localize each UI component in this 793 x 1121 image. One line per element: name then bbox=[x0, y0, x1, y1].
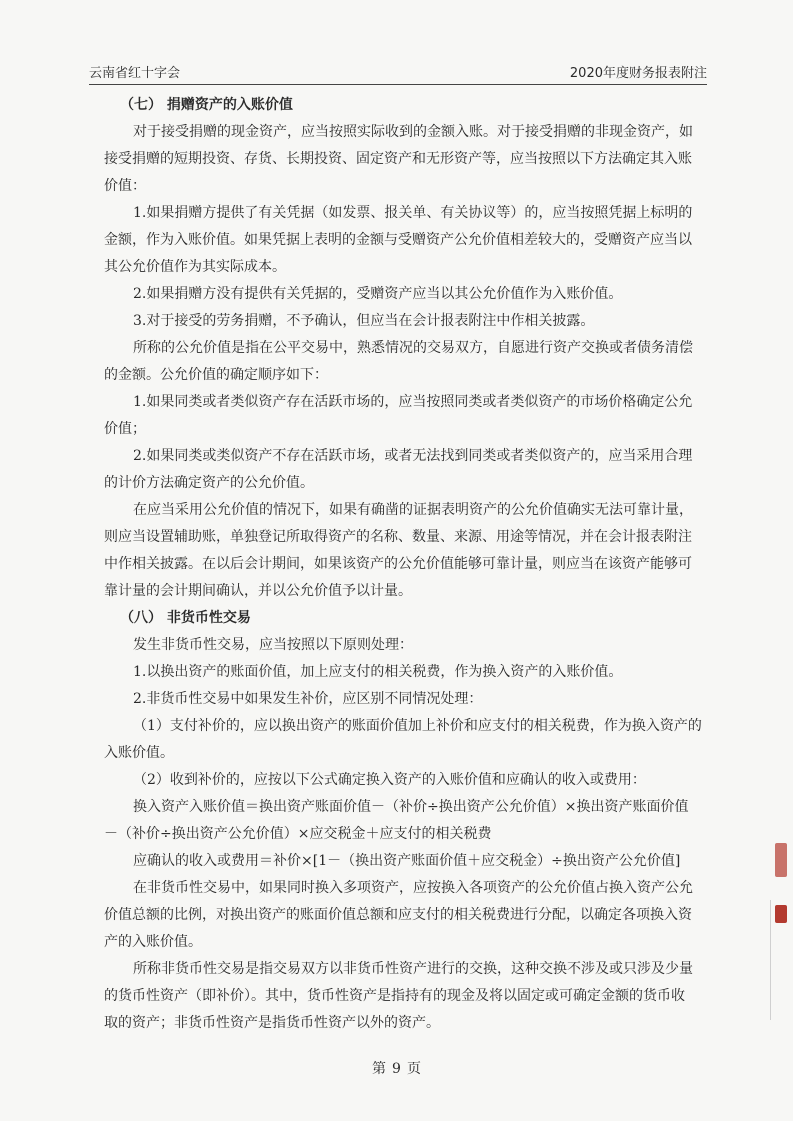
text-line: 的计价方法确定资产的公允价值。 bbox=[104, 475, 314, 491]
text-line: 对于接受捐赠的现金资产，应当按照实际收到的金额入账。对于接受捐赠的非现金资产，如 bbox=[133, 124, 693, 140]
text-line: 换入资产入账价值＝换出资产账面价值－（补价÷换出资产公允价值）×换出资产账面价值 bbox=[133, 799, 689, 815]
red-stamp-edge-mark-small bbox=[775, 905, 787, 923]
text-line: 其公允价值作为其实际成本。 bbox=[104, 259, 286, 275]
header-report-title: 2020年度财务报表附注 bbox=[569, 66, 707, 81]
text-line: 价值总额的比例，对换出资产的账面价值总额和应支付的相关税费进行分配，以确定各项换入资 bbox=[104, 907, 692, 923]
text-line: 取的资产；非货币性资产是指货币性资产以外的资产。 bbox=[104, 1015, 440, 1031]
red-stamp-edge-mark bbox=[775, 843, 787, 877]
text-line: （2）收到补价的，应按以下公式确定换入资产的入账价值和应确认的收入或费用： bbox=[133, 772, 646, 788]
text-line: 2.如果同类或类似资产不存在活跃市场，或者无法找到同类或者类似资产的，应当采用合理 bbox=[133, 448, 693, 464]
text-line: 2.如果捐赠方没有提供有关凭据的，受赠资产应当以其公允价值作为入账价值。 bbox=[133, 286, 623, 302]
document-body bbox=[104, 92, 704, 1037]
text-line: （1）支付补价的，应以换出资产的账面价值加上补价和应支付的相关税费，作为换入资产的 bbox=[133, 718, 702, 734]
text-line: 发生非货币性交易，应当按照以下原则处理： bbox=[133, 637, 413, 653]
text-line: 的货币性资产（即补价）。其中，货币性资产是指持有的现金及将以固定或可确定金额的货币收 bbox=[104, 988, 685, 1004]
text-line: 金额，作为入账价值。如果凭据上表明的金额与受赠资产公允价值相差较大的，受赠资产应当以 bbox=[104, 232, 692, 248]
text-line: 的金额。公允价值的确定顺序如下： bbox=[104, 367, 328, 383]
page-number: 9 bbox=[392, 1061, 401, 1077]
text-line: 所称的公允价值是指在公平交易中，熟悉情况的交易双方，自愿进行资产交换或者债务清偿 bbox=[133, 340, 693, 356]
text-line: 应确认的收入或费用＝补价×[1－（换出资产账面价值＋应交税金）÷换出资产公允价值] bbox=[133, 853, 681, 869]
text-line: 接受捐赠的短期投资、存货、长期投资、固定资产和无形资产等，应当按照以下方法确定其入账 bbox=[104, 151, 692, 167]
text-line: 1.如果捐赠方提供了有关凭据（如发票、报关单、有关协议等）的，应当按照凭据上标明的 bbox=[133, 205, 693, 221]
text-line: 所称非货币性交易是指交易双方以非货币性资产进行的交换，这种交换不涉及或只涉及少量 bbox=[133, 961, 693, 977]
section-heading: （七） 捐赠资产的入账价值 bbox=[120, 97, 293, 113]
text-line: 3.对于接受的劳务捐赠，不予确认，但应当在会计报表附注中作相关披露。 bbox=[133, 313, 595, 329]
text-line: 靠计量的会计期间确认，并以公允价值予以计量。 bbox=[104, 583, 412, 599]
page-footer bbox=[0, 1058, 793, 1078]
header-organization: 云南省红十字会 bbox=[89, 66, 181, 81]
text-line: 价值： bbox=[104, 178, 146, 194]
page-number-suffix: 页 bbox=[406, 1061, 421, 1077]
text-line: 在应当采用公允价值的情况下，如果有确凿的证据表明资产的公允价值确实无法可靠计量， bbox=[133, 502, 693, 518]
page-number-prefix: 第 bbox=[372, 1061, 387, 1077]
scan-artifact-line bbox=[770, 900, 771, 1020]
text-line: 中作相关披露。在以后会计期间，如果该资产的公允价值能够可靠计量，则应当在该资产能够可 bbox=[104, 556, 692, 572]
text-line: 在非货币性交易中，如果同时换入多项资产，应按换入各项资产的公允价值占换入资产公允 bbox=[133, 880, 693, 896]
text-line: 入账价值。 bbox=[104, 745, 174, 761]
text-line: 价值； bbox=[104, 421, 146, 437]
text-line: 1.如果同类或者类似资产存在活跃市场的，应当按照同类或者类似资产的市场价格确定公允 bbox=[133, 394, 693, 410]
text-line: －（补价÷换出资产公允价值）×应交税金＋应支付的相关税费 bbox=[104, 826, 492, 842]
page-header bbox=[89, 62, 707, 85]
text-line: 2.非货币性交易中如果发生补价，应区别不同情况处理： bbox=[133, 691, 483, 707]
text-line: 则应当设置辅助账，单独登记所取得资产的名称、数量、来源、用途等情况，并在会计报表附注 bbox=[104, 529, 692, 545]
text-line: 产的入账价值。 bbox=[104, 934, 202, 950]
text-line: 1.以换出资产的账面价值，加上应支付的相关税费，作为换入资产的入账价值。 bbox=[133, 664, 623, 680]
section-heading: （八） 非货币性交易 bbox=[120, 610, 251, 626]
